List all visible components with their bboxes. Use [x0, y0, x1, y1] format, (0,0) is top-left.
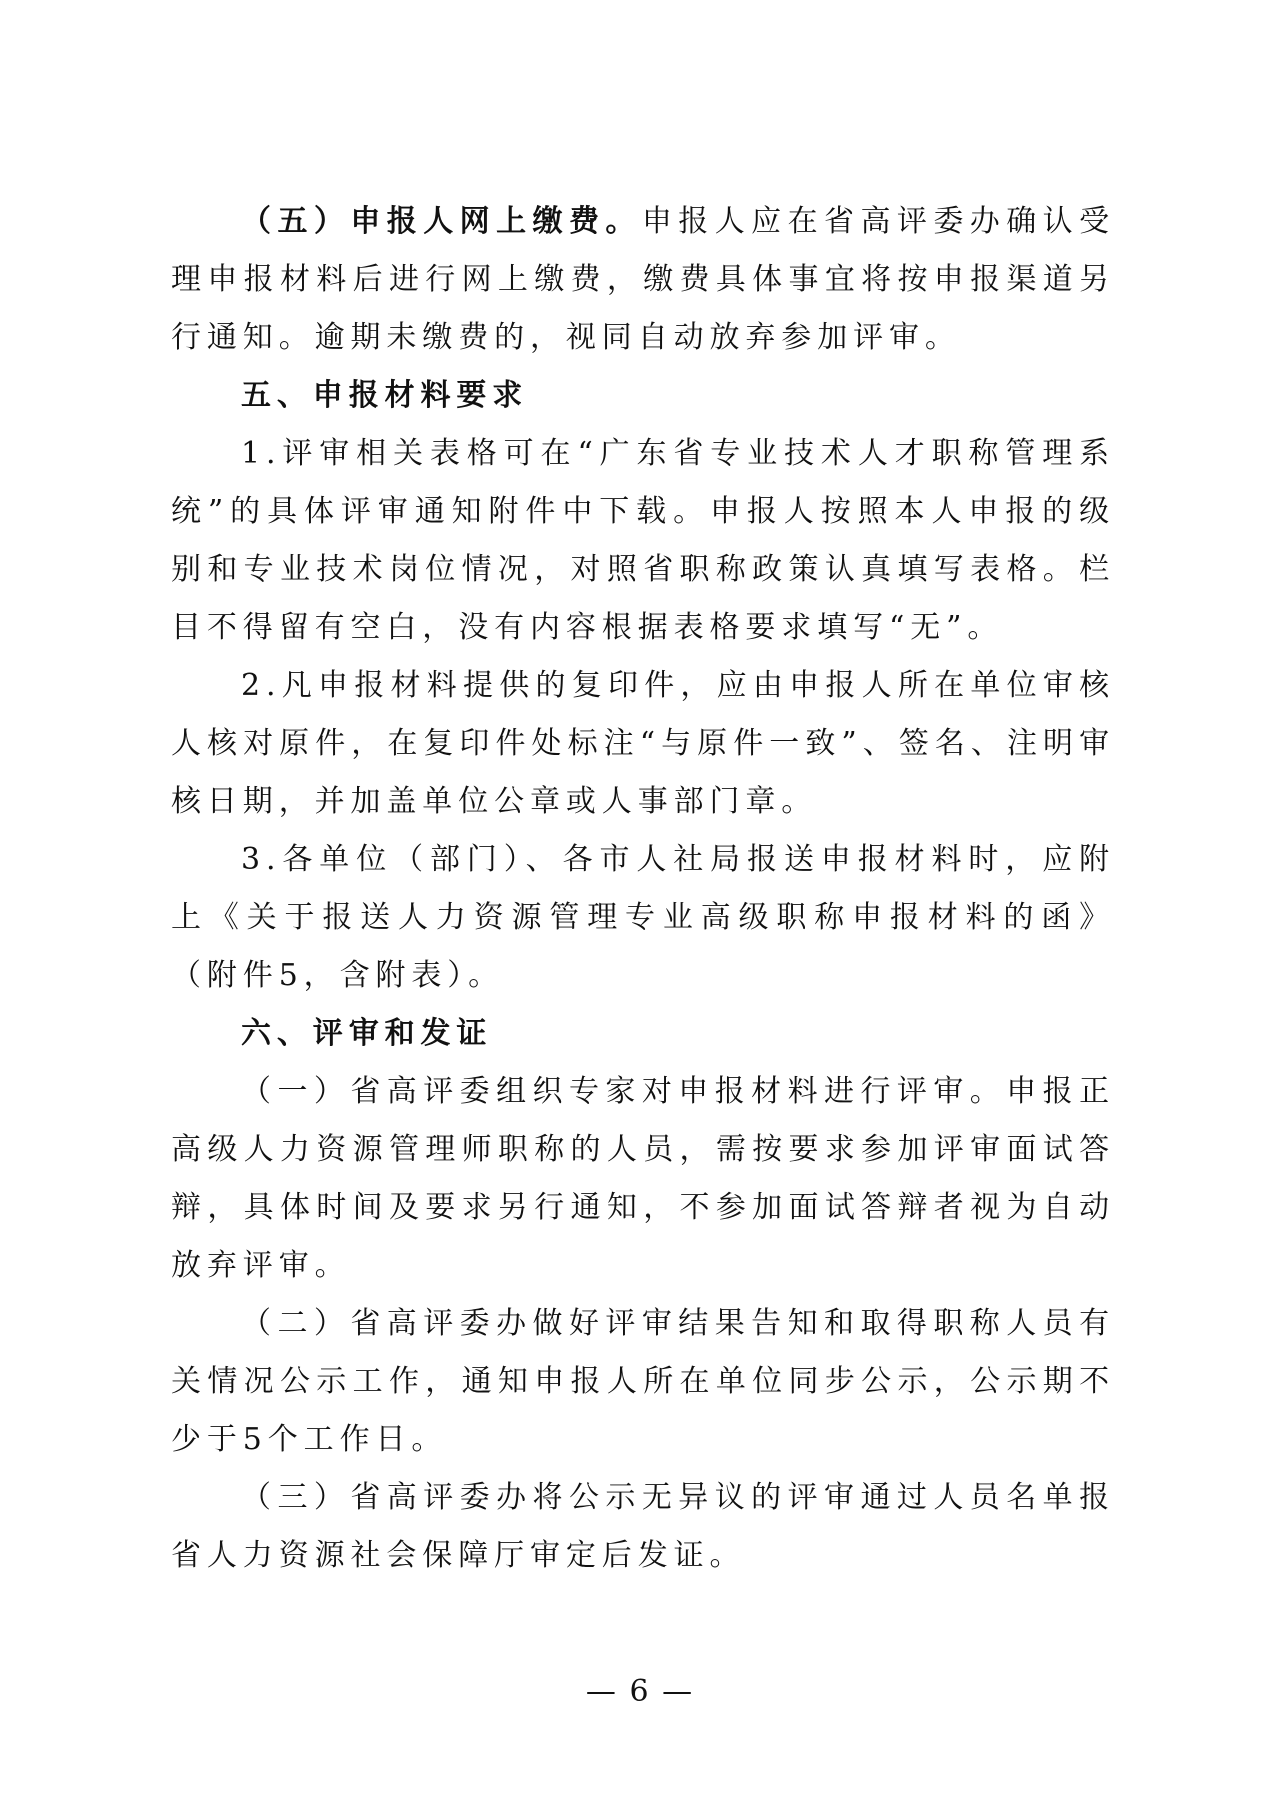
paragraph-online-payment: [171, 193, 1115, 367]
paragraph-copies: 2.凡申报材料提供的复印件，应由申报人所在单位审核人核对原件，在复印件处标注“与原件一致”、签名、注明审核日期，并加盖单位公章或人事部门章。: [171, 668, 1115, 819]
paragraph-lead-bold: （五）申报人网上缴费。: [241, 204, 642, 239]
section-heading-materials: 五、申报材料要求: [241, 378, 529, 413]
paragraph-text: 申报人应在省高评委办确认受理申报材料后进行网上缴费，缴费具体事宜将按申报渠道另行通知。逾期未缴费的，视同自动放弃参加评审。: [171, 204, 1115, 355]
document-body: [171, 193, 1115, 1585]
paragraph-forms: 1.评审相关表格可在“广东省专业技术人才职称管理系统”的具体评审通知附件中下载。申报人按照本人申报的级别和专业技术岗位情况，对照省职称政策认真填写表格。栏目不得留有空白，没有内容根据表格要求填写“无”。: [171, 436, 1115, 645]
page-number: — 6 —: [585, 1674, 695, 1709]
paragraph-review-experts: （一）省高评委组织专家对申报材料进行评审。申报正高级人力资源管理师职称的人员，需按要求参加评审面试答辩，具体时间及要求另行通知，不参加面试答辩者视为自动放弃评审。: [171, 1074, 1115, 1283]
section-heading-review: 六、评审和发证: [241, 1016, 493, 1051]
paragraph-submission-letter: 3.各单位（部门）、各市人社局报送申报材料时，应附上《关于报送人力资源管理专业高级职称申报材料的函》（附件5，含附表）。: [171, 842, 1115, 993]
paragraph-certification: （三）省高评委办将公示无异议的评审通过人员名单报省人力资源社会保障厅审定后发证。: [171, 1480, 1115, 1573]
paragraph-publicity: （二）省高评委办做好评审结果告知和取得职称人员有关情况公示工作，通知申报人所在单位同步公示，公示期不少于5个工作日。: [171, 1306, 1115, 1457]
